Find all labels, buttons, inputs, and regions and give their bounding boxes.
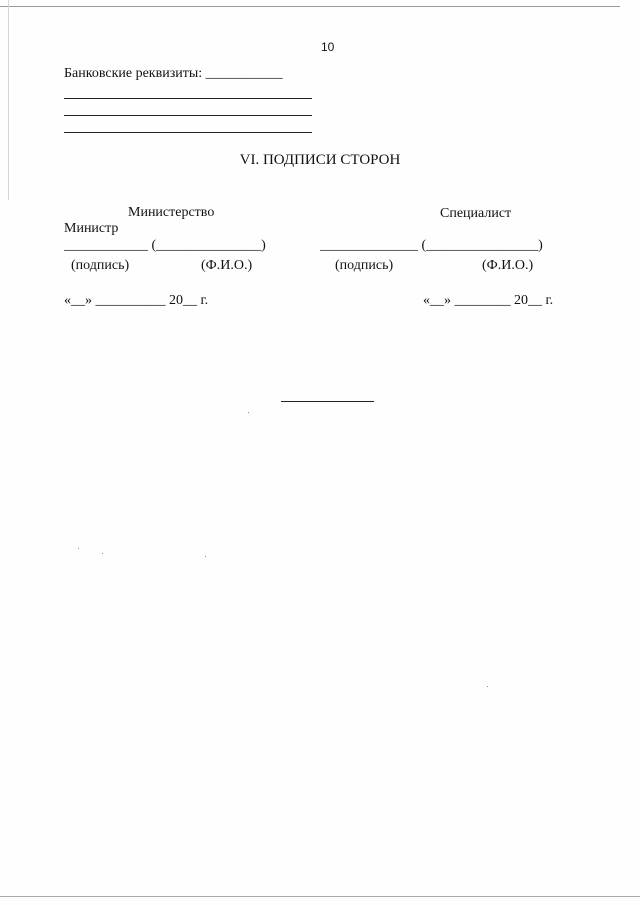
document-end-rule (281, 401, 374, 402)
specialist-signature-line: ______________ (________________) (320, 238, 543, 253)
ministry-name-label: (Ф.И.О.) (201, 258, 253, 273)
scan-speck (102, 553, 103, 554)
ministry-signature-line: ____________ (_______________) (64, 238, 266, 253)
ministry-date-line: «__» __________ 20__ г. (64, 293, 209, 308)
scan-speck (487, 686, 488, 687)
specialist-date-line: «__» ________ 20__ г. (423, 293, 554, 308)
scan-edge-left (8, 0, 9, 200)
specialist-name-label: (Ф.И.О.) (482, 258, 534, 273)
ministry-position: Министр (64, 221, 119, 236)
bank-details-label: Банковские реквизиты: ___________ (64, 66, 283, 81)
ministry-title: Министерство (128, 205, 215, 220)
scan-edge-bottom (0, 896, 640, 897)
bank-details-line-1 (64, 98, 312, 99)
scan-speck (205, 556, 206, 557)
page-number: 10 (321, 40, 335, 54)
section-title: VI. ПОДПИСИ СТОРОН (239, 152, 401, 168)
bank-details-line-2 (64, 115, 312, 116)
scan-edge-top (0, 6, 620, 7)
specialist-signature-label: (подпись) (335, 258, 394, 273)
specialist-title: Специалист (440, 206, 512, 221)
bank-details-line-3 (64, 132, 312, 133)
scan-speck (248, 412, 249, 413)
ministry-signature-label: (подпись) (71, 258, 130, 273)
scan-speck (78, 548, 79, 549)
